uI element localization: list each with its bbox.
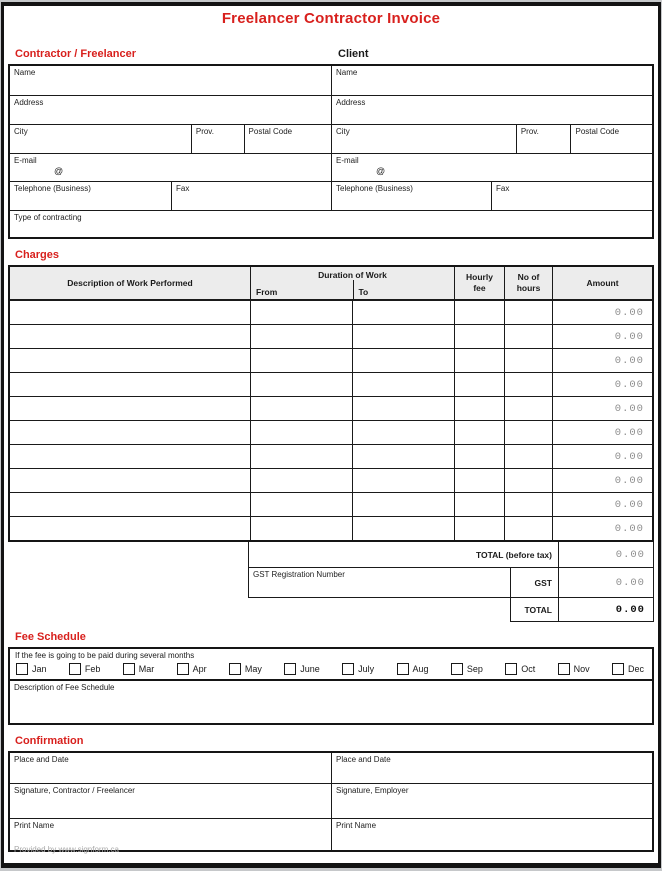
charge-to-cell[interactable]: [352, 493, 454, 516]
charge-hours-cell[interactable]: [504, 349, 552, 372]
charge-row: [10, 372, 652, 396]
contractor-email-label: E-mail: [14, 156, 37, 165]
client-city-label: City: [335, 127, 350, 136]
invoice-page: [1, 2, 661, 868]
month-label-aug: Aug: [412, 664, 429, 674]
client-address-label: Address: [336, 98, 366, 107]
charge-hourly-fee-cell[interactable]: [454, 397, 504, 420]
charge-hourly-fee-cell[interactable]: [454, 517, 504, 540]
parties-headings: [8, 48, 654, 60]
charge-to-cell[interactable]: [352, 397, 454, 420]
month-label-july: July: [358, 664, 375, 674]
month-aug: [397, 663, 429, 675]
confirmation-heading: Confirmation: [15, 735, 84, 747]
month-oct: [505, 663, 535, 675]
total-label: TOTAL: [510, 598, 558, 622]
charge-amount-value: 0.00: [552, 445, 652, 468]
employer-signature-field[interactable]: [331, 784, 652, 818]
charge-amount-value: 0.00: [552, 421, 652, 444]
month-feb: [69, 663, 101, 675]
month-nov: [558, 663, 590, 675]
client-fax-label: Fax: [496, 184, 510, 193]
checkbox-nov[interactable]: [558, 663, 570, 675]
charges-table: [8, 265, 654, 542]
contractor-heading: Contractor / Freelancer: [15, 48, 137, 60]
charges-header-no-of-hours: [504, 267, 552, 299]
fee-schedule-description-label: Description of Fee Schedule: [14, 683, 115, 692]
client-address-field[interactable]: [331, 96, 652, 124]
charges-header-hourly-fee: [454, 267, 504, 299]
checkbox-may[interactable]: [229, 663, 241, 675]
contractor-place-date-field[interactable]: [10, 753, 331, 783]
client-telephone-label: Telephone (Business): [336, 184, 413, 193]
checkbox-july[interactable]: [342, 663, 354, 675]
total-before-tax-row: [8, 542, 654, 568]
month-dec: [612, 663, 644, 675]
charge-hours-cell[interactable]: [504, 301, 552, 324]
contractor-email-field[interactable]: [10, 154, 331, 181]
contractor-prov-label: Prov.: [195, 127, 214, 136]
month-label-dec: Dec: [627, 664, 644, 674]
charge-amount-value: 0.00: [552, 517, 652, 540]
gst-label: GST: [510, 568, 558, 598]
contractor-print-name-label: Print Name: [14, 821, 55, 830]
charge-to-cell[interactable]: [352, 469, 454, 492]
month-label-sep: Sep: [466, 664, 483, 674]
month-jan: [16, 663, 47, 675]
total-before-tax-label: TOTAL (before tax): [248, 542, 558, 568]
gst-registration-number-label: GST Registration Number: [253, 570, 345, 579]
charge-description-cell[interactable]: [10, 445, 250, 468]
contractor-fax-field[interactable]: [171, 182, 331, 210]
charge-amount-value: 0.00: [552, 301, 652, 324]
charge-from-cell[interactable]: [250, 349, 352, 372]
gst-value: 0.00: [558, 568, 654, 598]
client-fax-field[interactable]: [491, 182, 652, 210]
contractor-signature-field[interactable]: [10, 784, 331, 818]
contractor-telephone-field[interactable]: [10, 182, 171, 210]
charge-hours-cell[interactable]: [504, 493, 552, 516]
month-june: [284, 663, 320, 675]
charge-row: [10, 444, 652, 468]
charges-header-row: [10, 267, 652, 300]
checkbox-oct[interactable]: [505, 663, 517, 675]
charge-description-cell[interactable]: [10, 325, 250, 348]
client-postal-field[interactable]: [570, 125, 652, 153]
client-city-field[interactable]: [331, 125, 516, 153]
month-label-nov: Nov: [573, 664, 590, 674]
charge-to-cell[interactable]: [352, 325, 454, 348]
contractor-name-field[interactable]: [10, 66, 331, 95]
charge-amount-value: 0.00: [552, 373, 652, 396]
contractor-email-at-sign: @: [54, 166, 64, 176]
month-may: [229, 663, 262, 675]
no-of-hours-line2: hours: [516, 283, 541, 293]
charge-hours-cell[interactable]: [504, 397, 552, 420]
charge-from-cell[interactable]: [250, 373, 352, 396]
charge-from-cell[interactable]: [250, 397, 352, 420]
fee-schedule-description-field[interactable]: [8, 681, 654, 725]
client-email-field[interactable]: [331, 154, 652, 181]
month-label-oct: Oct: [521, 664, 536, 674]
contractor-city-label: City: [14, 127, 28, 136]
month-july: [342, 663, 374, 675]
page-title: Freelancer Contractor Invoice: [221, 10, 441, 27]
charge-description-cell[interactable]: [10, 397, 250, 420]
charge-hourly-fee-cell[interactable]: [454, 445, 504, 468]
charge-hours-cell[interactable]: [504, 373, 552, 396]
contractor-prov-field[interactable]: [191, 125, 244, 153]
charge-hours-cell[interactable]: [504, 469, 552, 492]
charge-hours-cell[interactable]: [504, 517, 552, 540]
client-email-at-sign: @: [376, 166, 386, 176]
charge-to-cell[interactable]: [352, 373, 454, 396]
charge-hourly-fee-cell[interactable]: [454, 469, 504, 492]
total-before-tax-value: 0.00: [558, 542, 654, 568]
charge-from-cell[interactable]: [250, 517, 352, 540]
charge-description-cell[interactable]: [10, 493, 250, 516]
client-name-field[interactable]: [331, 66, 652, 95]
charge-description-cell[interactable]: [10, 301, 250, 324]
gst-registration-number-field[interactable]: [248, 568, 510, 598]
charge-description-cell[interactable]: [10, 349, 250, 372]
charge-amount-value: 0.00: [552, 325, 652, 348]
charge-hours-cell[interactable]: [504, 421, 552, 444]
charge-from-cell[interactable]: [250, 325, 352, 348]
charge-to-cell[interactable]: [352, 349, 454, 372]
charge-hourly-fee-cell[interactable]: [454, 421, 504, 444]
fee-schedule-box: [8, 647, 654, 681]
fee-schedule-heading: Fee Schedule: [15, 631, 86, 643]
month-mar: [123, 663, 155, 675]
charge-row: [10, 492, 652, 516]
duration-to-label: To: [353, 280, 455, 299]
contractor-postal-field[interactable]: [244, 125, 331, 153]
hourly-fee-line2: fee: [473, 283, 486, 293]
contractor-place-date-label: Place and Date: [14, 755, 69, 764]
contractor-postal-label: Postal Code: [248, 127, 293, 136]
fee-schedule-note: If the fee is going to be paid during several months: [15, 651, 195, 660]
months-row: [10, 660, 652, 679]
charge-amount-value: 0.00: [552, 469, 652, 492]
month-label-apr: Apr: [192, 664, 207, 674]
charge-from-cell[interactable]: [250, 445, 352, 468]
client-prov-field[interactable]: [516, 125, 571, 153]
duration-from-label: From: [256, 287, 278, 297]
charges-header-duration: [250, 267, 454, 299]
month-label-feb: Feb: [84, 664, 101, 674]
charge-description-cell[interactable]: [10, 517, 250, 540]
checkbox-apr[interactable]: [177, 663, 189, 675]
charge-description-cell[interactable]: [10, 421, 250, 444]
charge-hourly-fee-cell[interactable]: [454, 325, 504, 348]
checkbox-mar[interactable]: [123, 663, 135, 675]
charge-row: [10, 396, 652, 420]
charges-header-description: Description of Work Performed: [67, 278, 193, 288]
checkbox-dec[interactable]: [612, 663, 624, 675]
contractor-telephone-label: Telephone (Business): [14, 184, 91, 193]
charge-amount-value: 0.00: [552, 349, 652, 372]
charge-hourly-fee-cell[interactable]: [454, 349, 504, 372]
charge-to-cell[interactable]: [352, 445, 454, 468]
charge-row: [10, 516, 652, 540]
checkbox-feb[interactable]: [69, 663, 81, 675]
total-row: [8, 598, 654, 622]
charge-from-cell[interactable]: [250, 421, 352, 444]
charge-row: [10, 348, 652, 372]
charge-hours-cell[interactable]: [504, 445, 552, 468]
charge-hours-cell[interactable]: [504, 325, 552, 348]
client-prov-label: Prov.: [520, 127, 539, 136]
client-name-label: Name: [336, 68, 358, 77]
provider-credit: Provided by www.signform.ca: [14, 845, 119, 854]
charge-row: [10, 300, 652, 324]
employer-place-date-label: Place and Date: [336, 755, 391, 764]
confirmation-table: [8, 751, 654, 852]
contractor-city-field[interactable]: [10, 125, 191, 153]
checkbox-aug[interactable]: [397, 663, 409, 675]
employer-signature-label: Signature, Employer: [336, 786, 409, 795]
month-label-jan: Jan: [32, 664, 47, 674]
charge-row: [10, 468, 652, 492]
checkbox-jan[interactable]: [16, 663, 28, 675]
client-postal-label: Postal Code: [575, 127, 620, 136]
checkbox-june[interactable]: [284, 663, 296, 675]
gst-row: [8, 568, 654, 598]
contractor-fax-label: Fax: [176, 184, 190, 193]
type-of-contracting-field[interactable]: [10, 211, 652, 237]
client-heading: Client: [338, 48, 369, 60]
duration-of-work-label: Duration of Work: [318, 270, 387, 280]
charge-amount-value: 0.00: [552, 397, 652, 420]
charge-from-cell[interactable]: [250, 301, 352, 324]
charge-to-cell[interactable]: [352, 517, 454, 540]
type-of-contracting-label: Type of contracting: [14, 213, 82, 222]
charge-description-cell[interactable]: [10, 373, 250, 396]
charge-from-cell[interactable]: [250, 493, 352, 516]
contractor-name-label: Name: [14, 68, 36, 77]
charge-hourly-fee-cell[interactable]: [454, 373, 504, 396]
hourly-fee-line1: Hourly: [466, 272, 493, 283]
checkbox-sep[interactable]: [451, 663, 463, 675]
charge-description-cell[interactable]: [10, 469, 250, 492]
charge-amount-value: 0.00: [552, 493, 652, 516]
month-label-june: June: [300, 664, 320, 674]
charges-header-amount: Amount: [552, 267, 652, 299]
month-label-mar: Mar: [138, 664, 155, 674]
charge-to-cell[interactable]: [352, 301, 454, 324]
month-sep: [451, 663, 483, 675]
charge-from-cell[interactable]: [250, 469, 352, 492]
charge-to-cell[interactable]: [352, 421, 454, 444]
charge-hourly-fee-cell[interactable]: [454, 301, 504, 324]
month-label-may: May: [244, 664, 262, 674]
charge-hourly-fee-cell[interactable]: [454, 493, 504, 516]
employer-place-date-field[interactable]: [331, 753, 652, 783]
contractor-address-field[interactable]: [10, 96, 331, 124]
contractor-signature-label: Signature, Contractor / Freelancer: [14, 786, 135, 795]
employer-print-name-label: Print Name: [336, 821, 377, 830]
contractor-address-label: Address: [14, 98, 44, 107]
charge-row: [10, 420, 652, 444]
charges-heading: Charges: [15, 249, 60, 261]
charge-row: [10, 324, 652, 348]
parties-table: [8, 64, 654, 239]
employer-print-name-field[interactable]: [331, 819, 652, 850]
client-email-label: E-mail: [336, 156, 359, 165]
total-value: 0.00: [558, 598, 654, 622]
month-apr: [177, 663, 207, 675]
no-of-hours-line1: No of: [517, 272, 540, 283]
client-telephone-field[interactable]: [331, 182, 491, 210]
